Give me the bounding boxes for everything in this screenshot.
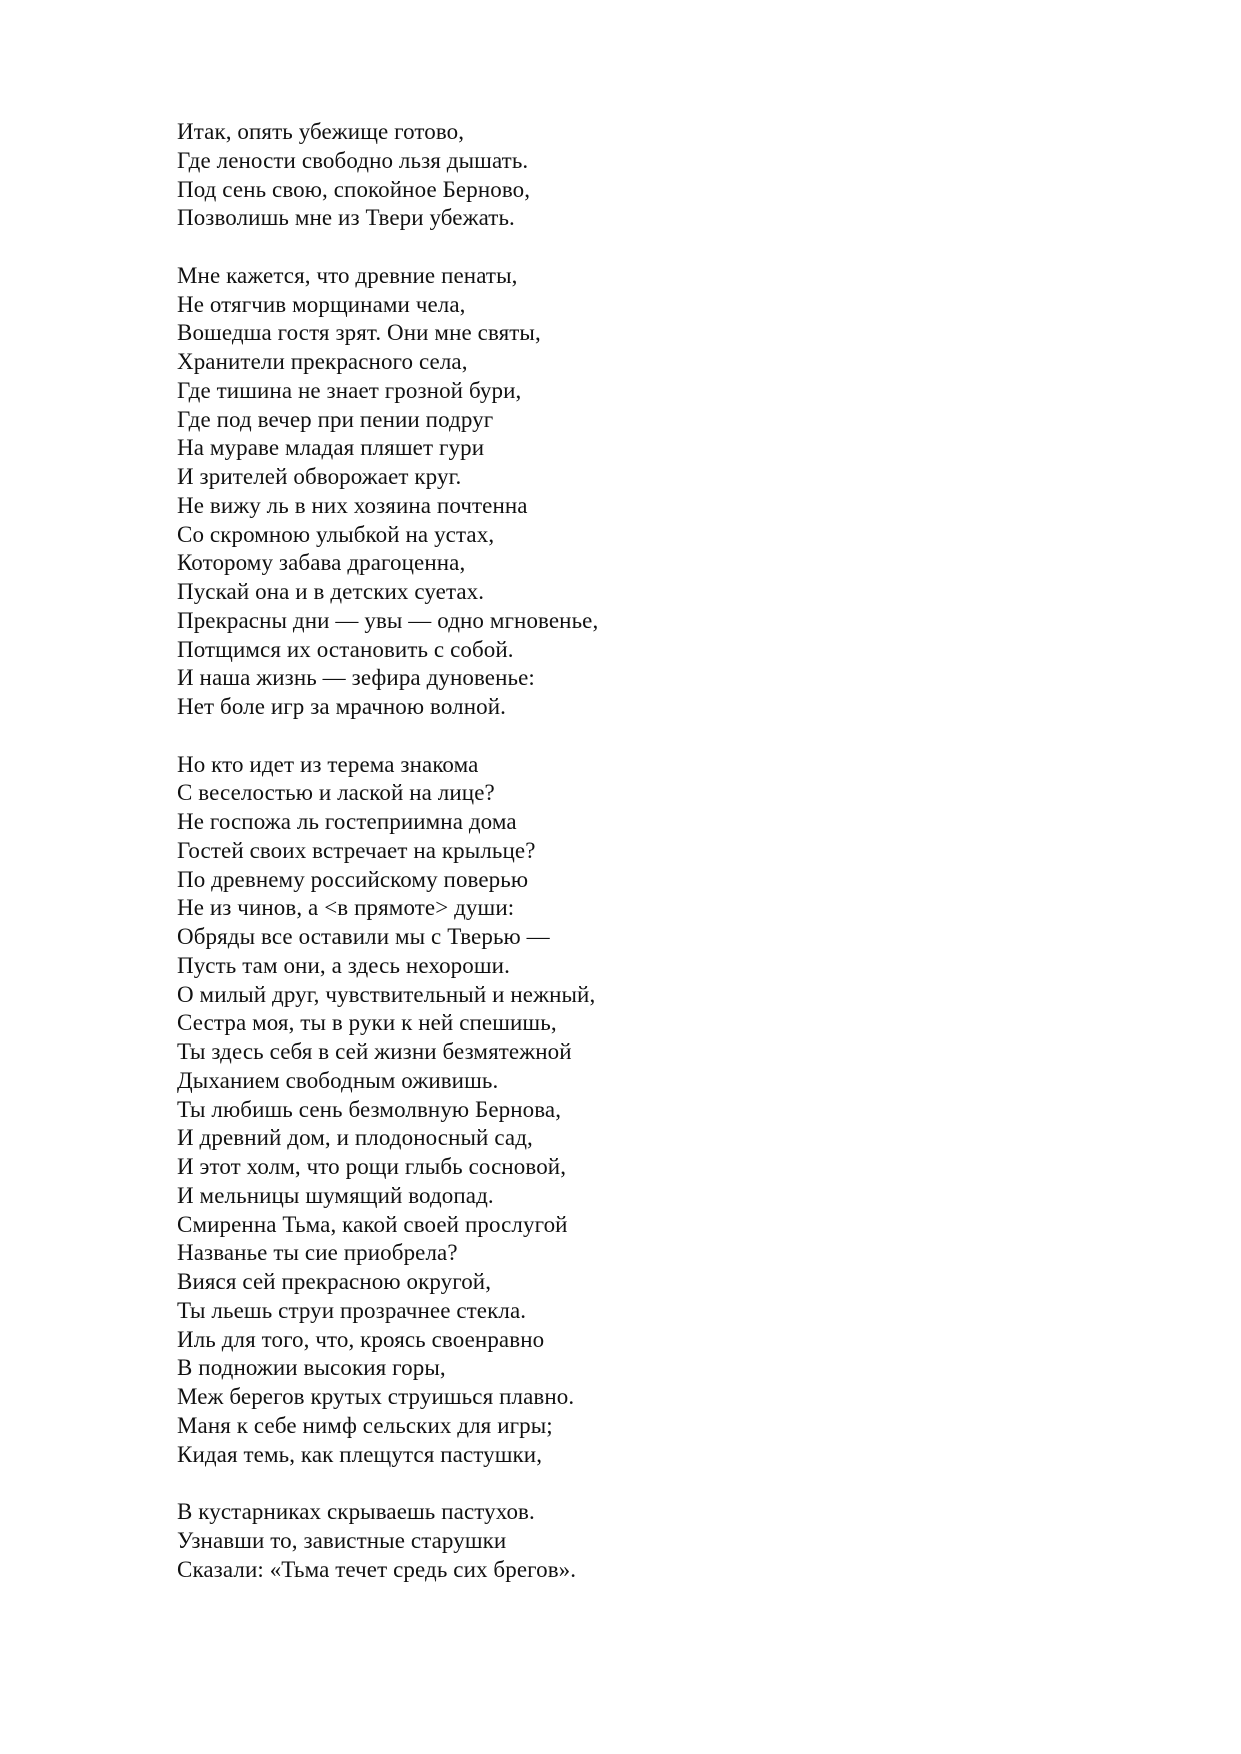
poem-line: И наша жизнь — зефира дуновенье:: [177, 665, 535, 691]
poem-line: Не из чинов, а <в прямоте> души:: [177, 895, 515, 921]
poem-line: Кидая темь, как плещутся пастушки,: [177, 1441, 543, 1467]
poem-line: Хранители прекрасного села,: [177, 349, 468, 374]
poem-line: Сестра моя, ты в руки к ней спешишь,: [177, 1010, 557, 1036]
poem-line: Под сень свою, спокойное Берново,: [177, 176, 531, 202]
poem-line: Не вижу ль в них хозяина почтенна: [177, 492, 528, 518]
poem-line: Пускай она и в детских суетах.: [177, 579, 485, 604]
stanza: [177, 751, 1177, 1470]
stanza: [177, 262, 1177, 722]
poem-text: [177, 118, 1177, 1584]
poem-line: Где под вечер при пении подруг: [177, 406, 494, 432]
poem-line: Маня к себе нимф сельских для игры;: [177, 1412, 553, 1438]
poem-line: В кустарниках скрываешь пастухов.: [177, 1499, 535, 1524]
poem-line: Гостей своих встречает на крыльце?: [177, 837, 536, 863]
poem-line: Сказали: «Тьма течет средь сих брегов».: [177, 1556, 577, 1582]
poem-line: Где лености свободно льзя дышать.: [177, 147, 529, 173]
poem-line: Дыханием свободным оживишь.: [177, 1067, 499, 1093]
poem-line: Которому забава драгоценна,: [177, 550, 466, 576]
poem-line: Меж берегов крутых струишься плавно.: [177, 1384, 575, 1409]
poem-line: Не отягчив морщинами чела,: [177, 291, 466, 317]
poem-line: Обряды все оставили мы с Тверью —: [177, 924, 550, 949]
poem-line: В подножии высокия горы,: [177, 1355, 446, 1381]
poem-line: Ты льешь струи прозрачнее стекла.: [177, 1297, 527, 1323]
poem-line: Нет боле игр за мрачною волной.: [177, 694, 506, 719]
poem-line: Потщимся их остановить с собой.: [177, 636, 514, 662]
poem-line: На мураве младая пляшет гури: [177, 435, 485, 461]
stanza: [177, 118, 1177, 233]
poem-line: Узнавши то, завистные старушки: [177, 1527, 507, 1553]
poem-line: По древнему российскому поверью: [177, 866, 529, 892]
poem-line: Смиренна Тьма, какой своей прослугой: [177, 1211, 568, 1237]
poem-line: Иль для того, что, кроясь своенравно: [177, 1326, 545, 1352]
poem-line: Мне кажется, что древние пенаты,: [177, 262, 518, 288]
stanza: [177, 1498, 1177, 1584]
poem-line: Но кто идет из терема знакома: [177, 751, 479, 777]
poem-line: И этот холм, что рощи глыбь сосновой,: [177, 1154, 567, 1179]
poem-line: Пусть там они, а здесь нехороши.: [177, 952, 510, 978]
poem-line: Вияся сей прекрасною округой,: [177, 1269, 492, 1294]
poem-line: Прекрасны дни — увы — одно мгновенье,: [177, 607, 599, 633]
poem-line: С веселостью и лаской на лице?: [177, 780, 495, 806]
poem-line: Позволишь мне из Твери убежать.: [177, 205, 515, 231]
poem-line: Где тишина не знает грозной бури,: [177, 377, 522, 403]
poem-line: И мельницы шумящий водопад.: [177, 1182, 494, 1208]
poem-line: О милый друг, чувствительный и нежный,: [177, 981, 596, 1007]
poem-line: Вошедша гостя зрят. Они мне святы,: [177, 320, 541, 346]
poem-line: И зрителей обворожает круг.: [177, 464, 462, 489]
poem-line: Итак, опять убежище готово,: [177, 119, 465, 144]
poem-line: Ты любишь сень безмолвную Бернова,: [177, 1096, 562, 1122]
poem-line: Не госпожа ль гостеприимна дома: [177, 809, 517, 834]
poem-line: Со скромною улыбкой на устах,: [177, 521, 495, 547]
poem-line: И древний дом, и плодоносный сад,: [177, 1125, 533, 1151]
poem-line: Ты здесь себя в сей жизни безмятежной: [177, 1039, 572, 1064]
poem-line: Названье ты сие приобрела?: [177, 1240, 458, 1266]
